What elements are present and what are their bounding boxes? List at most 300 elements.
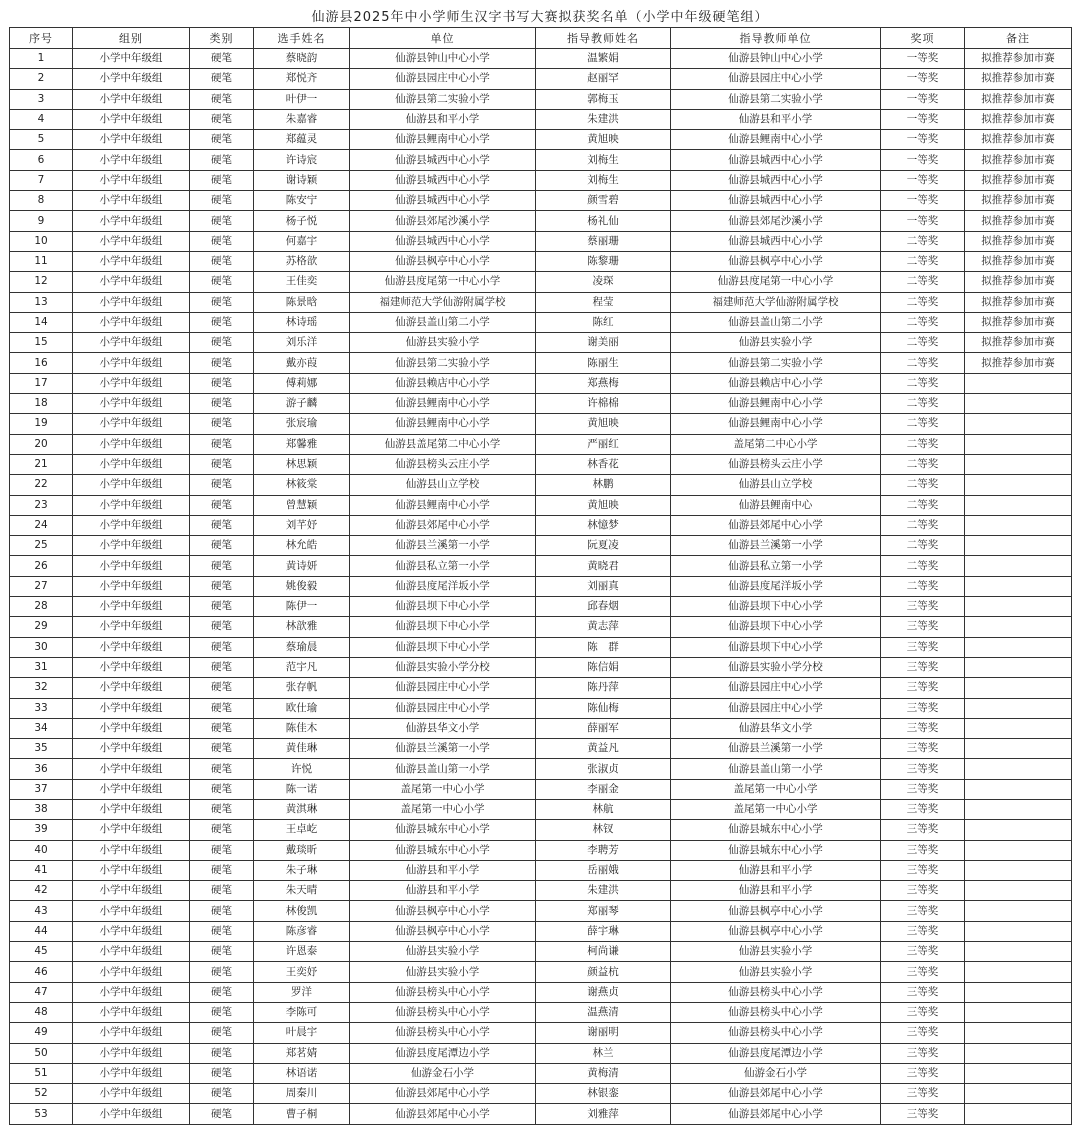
column-header-group: 组别 <box>73 28 190 49</box>
cell-index: 17 <box>10 373 73 393</box>
cell-category: 硬笔 <box>190 536 254 556</box>
cell-group: 小学中年级组 <box>73 840 190 860</box>
cell-contestant-name: 郑茗婧 <box>254 1043 350 1063</box>
cell-index: 48 <box>10 1002 73 1022</box>
cell-school: 仙游县城东中心小学 <box>350 840 536 860</box>
cell-index: 45 <box>10 942 73 962</box>
table-header <box>10 28 1072 49</box>
cell-contestant-name: 叶晨宇 <box>254 1023 350 1043</box>
page-title: 仙游县2025年中小学师生汉字书写大赛拟获奖名单（小学中年级硬笔组） <box>311 10 769 25</box>
cell-teacher-school: 仙游县兰溪第一小学 <box>671 536 881 556</box>
cell-category: 硬笔 <box>190 739 254 759</box>
cell-category: 硬笔 <box>190 597 254 617</box>
cell-group: 小学中年级组 <box>73 718 190 738</box>
cell-award: 三等奖 <box>881 759 965 779</box>
cell-index: 19 <box>10 414 73 434</box>
table-row <box>10 962 1072 982</box>
cell-contestant-name: 林诗瑶 <box>254 312 350 332</box>
cell-group: 小学中年级组 <box>73 657 190 677</box>
cell-index: 33 <box>10 698 73 718</box>
cell-teacher-school: 仙游县山立学校 <box>671 475 881 495</box>
cell-teacher-school: 仙游县兰溪第一小学 <box>671 739 881 759</box>
cell-teacher-school: 仙游县赖店中心小学 <box>671 373 881 393</box>
cell-award: 二等奖 <box>881 434 965 454</box>
cell-remark <box>965 921 1072 941</box>
cell-remark <box>965 901 1072 921</box>
cell-contestant-name: 王佳奕 <box>254 272 350 292</box>
cell-teacher-school: 盖尾第二中心小学 <box>671 434 881 454</box>
cell-contestant-name: 朱天晴 <box>254 881 350 901</box>
cell-remark <box>965 1023 1072 1043</box>
table-row <box>10 576 1072 596</box>
cell-group: 小学中年级组 <box>73 962 190 982</box>
table-row <box>10 353 1072 373</box>
cell-teacher-name: 黄晓君 <box>536 556 671 576</box>
cell-teacher-school: 仙游县盖山第一小学 <box>671 759 881 779</box>
cell-index: 4 <box>10 109 73 129</box>
table-row <box>10 89 1072 109</box>
cell-remark <box>965 536 1072 556</box>
table-row <box>10 109 1072 129</box>
cell-group: 小学中年级组 <box>73 597 190 617</box>
cell-teacher-name: 郑丽琴 <box>536 901 671 921</box>
cell-index: 15 <box>10 333 73 353</box>
cell-school: 仙游县赖店中心小学 <box>350 373 536 393</box>
cell-group: 小学中年级组 <box>73 333 190 353</box>
cell-index: 34 <box>10 718 73 738</box>
cell-school: 仙游县园庄中心小学 <box>350 698 536 718</box>
cell-school: 仙游县和平小学 <box>350 109 536 129</box>
cell-teacher-name: 刘丽真 <box>536 576 671 596</box>
cell-index: 26 <box>10 556 73 576</box>
cell-award: 三等奖 <box>881 779 965 799</box>
cell-school: 仙游县和平小学 <box>350 881 536 901</box>
cell-group: 小学中年级组 <box>73 739 190 759</box>
cell-category: 硬笔 <box>190 1002 254 1022</box>
cell-index: 11 <box>10 251 73 271</box>
cell-teacher-school: 仙游县坝下中心小学 <box>671 637 881 657</box>
cell-remark <box>965 840 1072 860</box>
cell-award: 三等奖 <box>881 1104 965 1124</box>
cell-remark: 拟推荐参加市赛 <box>965 150 1072 170</box>
cell-award: 二等奖 <box>881 312 965 332</box>
cell-contestant-name: 姚俊毅 <box>254 576 350 596</box>
column-header-category: 类别 <box>190 28 254 49</box>
cell-index: 18 <box>10 394 73 414</box>
cell-index: 37 <box>10 779 73 799</box>
cell-school: 仙游县城东中心小学 <box>350 820 536 840</box>
cell-remark <box>965 718 1072 738</box>
cell-index: 52 <box>10 1084 73 1104</box>
cell-index: 27 <box>10 576 73 596</box>
cell-teacher-school: 仙游县榜头中心小学 <box>671 1002 881 1022</box>
cell-group: 小学中年级组 <box>73 901 190 921</box>
cell-school: 仙游县郊尾中心小学 <box>350 1104 536 1124</box>
table-row <box>10 150 1072 170</box>
column-header-contestant-name: 选手姓名 <box>254 28 350 49</box>
cell-category: 硬笔 <box>190 394 254 414</box>
table-row <box>10 191 1072 211</box>
cell-contestant-name: 游子麟 <box>254 394 350 414</box>
table-row <box>10 536 1072 556</box>
cell-remark <box>965 739 1072 759</box>
cell-index: 21 <box>10 454 73 474</box>
cell-contestant-name: 陈安宁 <box>254 191 350 211</box>
cell-remark <box>965 597 1072 617</box>
cell-award: 一等奖 <box>881 170 965 190</box>
cell-teacher-school: 仙游县实验小学 <box>671 942 881 962</box>
cell-remark <box>965 678 1072 698</box>
column-header-school: 单位 <box>350 28 536 49</box>
cell-remark <box>965 454 1072 474</box>
table-row <box>10 495 1072 515</box>
cell-group: 小学中年级组 <box>73 150 190 170</box>
cell-index: 47 <box>10 982 73 1002</box>
cell-index: 3 <box>10 89 73 109</box>
cell-remark: 拟推荐参加市赛 <box>965 49 1072 69</box>
cell-contestant-name: 罗洋 <box>254 982 350 1002</box>
cell-teacher-name: 颜益杭 <box>536 962 671 982</box>
cell-group: 小学中年级组 <box>73 759 190 779</box>
cell-teacher-name: 郭梅玉 <box>536 89 671 109</box>
cell-category: 硬笔 <box>190 130 254 150</box>
cell-remark: 拟推荐参加市赛 <box>965 312 1072 332</box>
cell-index: 36 <box>10 759 73 779</box>
cell-remark: 拟推荐参加市赛 <box>965 333 1072 353</box>
cell-category: 硬笔 <box>190 1023 254 1043</box>
cell-category: 硬笔 <box>190 617 254 637</box>
cell-remark <box>965 1002 1072 1022</box>
cell-remark <box>965 881 1072 901</box>
cell-contestant-name: 苏格歆 <box>254 251 350 271</box>
cell-group: 小学中年级组 <box>73 475 190 495</box>
cell-school: 仙游县郊尾沙溪小学 <box>350 211 536 231</box>
cell-teacher-name: 柯尚谦 <box>536 942 671 962</box>
cell-category: 硬笔 <box>190 718 254 738</box>
cell-award: 二等奖 <box>881 576 965 596</box>
cell-index: 38 <box>10 799 73 819</box>
cell-teacher-name: 薛宇琳 <box>536 921 671 941</box>
cell-remark: 拟推荐参加市赛 <box>965 130 1072 150</box>
cell-category: 硬笔 <box>190 779 254 799</box>
cell-index: 13 <box>10 292 73 312</box>
cell-group: 小学中年级组 <box>73 292 190 312</box>
cell-remark: 拟推荐参加市赛 <box>965 211 1072 231</box>
cell-category: 硬笔 <box>190 881 254 901</box>
cell-award: 三等奖 <box>881 1023 965 1043</box>
table-row <box>10 901 1072 921</box>
cell-teacher-school: 仙游县鲤南中心小学 <box>671 130 881 150</box>
cell-teacher-name: 林香花 <box>536 454 671 474</box>
cell-school: 仙游县盖山第二小学 <box>350 312 536 332</box>
cell-category: 硬笔 <box>190 576 254 596</box>
cell-teacher-school: 仙游县和平小学 <box>671 881 881 901</box>
cell-teacher-name: 黄梅清 <box>536 1063 671 1083</box>
cell-award: 三等奖 <box>881 820 965 840</box>
cell-teacher-school: 仙游县和平小学 <box>671 860 881 880</box>
cell-teacher-name: 林航 <box>536 799 671 819</box>
cell-remark <box>965 698 1072 718</box>
cell-award: 二等奖 <box>881 353 965 373</box>
cell-teacher-school: 盖尾第一中心小学 <box>671 779 881 799</box>
cell-category: 硬笔 <box>190 921 254 941</box>
cell-contestant-name: 黄诗妍 <box>254 556 350 576</box>
cell-remark <box>965 799 1072 819</box>
cell-award: 一等奖 <box>881 211 965 231</box>
cell-teacher-school: 仙游县枫亭中心小学 <box>671 921 881 941</box>
cell-category: 硬笔 <box>190 109 254 129</box>
cell-award: 二等奖 <box>881 475 965 495</box>
table-row <box>10 942 1072 962</box>
cell-category: 硬笔 <box>190 759 254 779</box>
cell-teacher-name: 林鹏 <box>536 475 671 495</box>
cell-school: 仙游县盖尾第二中心小学 <box>350 434 536 454</box>
cell-teacher-school: 仙游县第二实验小学 <box>671 89 881 109</box>
cell-remark <box>965 556 1072 576</box>
cell-group: 小学中年级组 <box>73 982 190 1002</box>
cell-contestant-name: 陈一诺 <box>254 779 350 799</box>
table-row <box>10 49 1072 69</box>
cell-award: 三等奖 <box>881 942 965 962</box>
cell-group: 小学中年级组 <box>73 69 190 89</box>
cell-category: 硬笔 <box>190 515 254 535</box>
cell-school: 仙游县枫亭中心小学 <box>350 901 536 921</box>
cell-school: 仙游县榜头中心小学 <box>350 1023 536 1043</box>
cell-award: 三等奖 <box>881 1002 965 1022</box>
cell-teacher-name: 朱建洪 <box>536 881 671 901</box>
cell-group: 小学中年级组 <box>73 698 190 718</box>
table-row <box>10 779 1072 799</box>
cell-teacher-name: 谢燕贞 <box>536 982 671 1002</box>
cell-award: 三等奖 <box>881 718 965 738</box>
cell-index: 41 <box>10 860 73 880</box>
cell-teacher-name: 谢美丽 <box>536 333 671 353</box>
cell-group: 小学中年级组 <box>73 49 190 69</box>
cell-teacher-name: 刘梅生 <box>536 150 671 170</box>
cell-school: 仙游县度尾第一中心小学 <box>350 272 536 292</box>
cell-remark <box>965 576 1072 596</box>
cell-school: 盖尾第一中心小学 <box>350 799 536 819</box>
cell-group: 小学中年级组 <box>73 170 190 190</box>
cell-teacher-name: 黄旭映 <box>536 130 671 150</box>
cell-group: 小学中年级组 <box>73 515 190 535</box>
cell-award: 三等奖 <box>881 739 965 759</box>
cell-remark: 拟推荐参加市赛 <box>965 89 1072 109</box>
cell-teacher-school: 仙游县城东中心小学 <box>671 820 881 840</box>
cell-award: 三等奖 <box>881 962 965 982</box>
cell-award: 三等奖 <box>881 982 965 1002</box>
column-header-award: 奖项 <box>881 28 965 49</box>
table-row <box>10 1104 1072 1124</box>
cell-remark <box>965 434 1072 454</box>
cell-school: 仙游县私立第一小学 <box>350 556 536 576</box>
cell-group: 小学中年级组 <box>73 191 190 211</box>
cell-teacher-school: 仙游县城西中心小学 <box>671 170 881 190</box>
cell-teacher-school: 仙游县鲤南中心小学 <box>671 394 881 414</box>
cell-index: 9 <box>10 211 73 231</box>
cell-school: 仙游县实验小学分校 <box>350 657 536 677</box>
cell-award: 二等奖 <box>881 515 965 535</box>
table-row <box>10 454 1072 474</box>
cell-award: 一等奖 <box>881 150 965 170</box>
cell-category: 硬笔 <box>190 698 254 718</box>
table-row <box>10 69 1072 89</box>
cell-school: 仙游县榜头中心小学 <box>350 982 536 1002</box>
cell-teacher-name: 黄旭映 <box>536 414 671 434</box>
cell-category: 硬笔 <box>190 982 254 1002</box>
cell-category: 硬笔 <box>190 1063 254 1083</box>
cell-teacher-school: 仙游县园庄中心小学 <box>671 698 881 718</box>
cell-teacher-name: 林憶梦 <box>536 515 671 535</box>
cell-category: 硬笔 <box>190 962 254 982</box>
cell-teacher-name: 严丽红 <box>536 434 671 454</box>
cell-contestant-name: 陈佳木 <box>254 718 350 738</box>
cell-group: 小学中年级组 <box>73 576 190 596</box>
table-row <box>10 860 1072 880</box>
cell-remark: 拟推荐参加市赛 <box>965 251 1072 271</box>
cell-index: 40 <box>10 840 73 860</box>
cell-contestant-name: 王奕妤 <box>254 962 350 982</box>
cell-teacher-school: 仙游县郊尾沙溪小学 <box>671 211 881 231</box>
cell-teacher-school: 仙游县度尾洋坂小学 <box>671 576 881 596</box>
cell-school: 仙游县坝下中心小学 <box>350 617 536 637</box>
cell-group: 小学中年级组 <box>73 394 190 414</box>
cell-school: 仙游县实验小学 <box>350 942 536 962</box>
cell-teacher-name: 林钗 <box>536 820 671 840</box>
cell-remark <box>965 860 1072 880</box>
cell-contestant-name: 许悦 <box>254 759 350 779</box>
cell-school: 仙游县和平小学 <box>350 860 536 880</box>
cell-contestant-name: 叶伊一 <box>254 89 350 109</box>
cell-teacher-name: 程莹 <box>536 292 671 312</box>
cell-teacher-school: 仙游县钟山中心小学 <box>671 49 881 69</box>
cell-category: 硬笔 <box>190 69 254 89</box>
cell-remark <box>965 982 1072 1002</box>
cell-teacher-school: 仙游县鲤南中心小学 <box>671 414 881 434</box>
cell-award: 二等奖 <box>881 536 965 556</box>
cell-group: 小学中年级组 <box>73 373 190 393</box>
table-row <box>10 698 1072 718</box>
cell-remark <box>965 414 1072 434</box>
cell-school: 仙游县园庄中心小学 <box>350 678 536 698</box>
table-row <box>10 556 1072 576</box>
table-row <box>10 840 1072 860</box>
cell-index: 7 <box>10 170 73 190</box>
cell-school: 仙游县郊尾中心小学 <box>350 1084 536 1104</box>
table-row <box>10 333 1072 353</box>
cell-category: 硬笔 <box>190 170 254 190</box>
cell-remark <box>965 394 1072 414</box>
cell-group: 小学中年级组 <box>73 637 190 657</box>
cell-award: 二等奖 <box>881 414 965 434</box>
cell-category: 硬笔 <box>190 840 254 860</box>
cell-award: 一等奖 <box>881 130 965 150</box>
cell-teacher-name: 陈 群 <box>536 637 671 657</box>
cell-contestant-name: 郑蕴灵 <box>254 130 350 150</box>
cell-school: 仙游金石小学 <box>350 1063 536 1083</box>
cell-remark <box>965 637 1072 657</box>
cell-group: 小学中年级组 <box>73 1084 190 1104</box>
cell-index: 32 <box>10 678 73 698</box>
cell-group: 小学中年级组 <box>73 231 190 251</box>
cell-contestant-name: 黄淇琳 <box>254 799 350 819</box>
cell-teacher-school: 仙游县郊尾中心小学 <box>671 1104 881 1124</box>
cell-teacher-name: 黄旭映 <box>536 495 671 515</box>
cell-award: 一等奖 <box>881 69 965 89</box>
cell-teacher-name: 陈红 <box>536 312 671 332</box>
cell-group: 小学中年级组 <box>73 678 190 698</box>
cell-group: 小学中年级组 <box>73 820 190 840</box>
cell-group: 小学中年级组 <box>73 1023 190 1043</box>
cell-group: 小学中年级组 <box>73 109 190 129</box>
cell-remark: 拟推荐参加市赛 <box>965 191 1072 211</box>
cell-category: 硬笔 <box>190 353 254 373</box>
cell-group: 小学中年级组 <box>73 1063 190 1083</box>
cell-category: 硬笔 <box>190 495 254 515</box>
cell-remark <box>965 759 1072 779</box>
cell-remark: 拟推荐参加市赛 <box>965 69 1072 89</box>
cell-teacher-name: 黄益凡 <box>536 739 671 759</box>
cell-teacher-name: 邱春烟 <box>536 597 671 617</box>
cell-group: 小学中年级组 <box>73 617 190 637</box>
cell-school: 仙游县鲤南中心小学 <box>350 414 536 434</box>
table-row <box>10 434 1072 454</box>
cell-teacher-school: 仙游县实验小学分校 <box>671 657 881 677</box>
cell-teacher-school: 仙游县实验小学 <box>671 333 881 353</box>
cell-group: 小学中年级组 <box>73 536 190 556</box>
cell-school: 仙游县城西中心小学 <box>350 231 536 251</box>
cell-remark <box>965 475 1072 495</box>
cell-group: 小学中年级组 <box>73 921 190 941</box>
cell-teacher-name: 郑燕梅 <box>536 373 671 393</box>
cell-remark <box>965 1043 1072 1063</box>
cell-school: 仙游县坝下中心小学 <box>350 637 536 657</box>
cell-category: 硬笔 <box>190 373 254 393</box>
cell-teacher-name: 朱建洪 <box>536 109 671 129</box>
cell-contestant-name: 林歆雅 <box>254 617 350 637</box>
cell-contestant-name: 张存帆 <box>254 678 350 698</box>
cell-contestant-name: 蔡晓韵 <box>254 49 350 69</box>
cell-category: 硬笔 <box>190 942 254 962</box>
cell-contestant-name: 范宇凡 <box>254 657 350 677</box>
cell-index: 51 <box>10 1063 73 1083</box>
cell-teacher-name: 颜雪碧 <box>536 191 671 211</box>
cell-remark <box>965 657 1072 677</box>
cell-category: 硬笔 <box>190 49 254 69</box>
cell-school: 仙游县度尾潭边小学 <box>350 1043 536 1063</box>
cell-index: 43 <box>10 901 73 921</box>
cell-award: 三等奖 <box>881 840 965 860</box>
cell-contestant-name: 郑悦齐 <box>254 69 350 89</box>
cell-contestant-name: 黄佳琳 <box>254 739 350 759</box>
cell-group: 小学中年级组 <box>73 942 190 962</box>
cell-award: 二等奖 <box>881 272 965 292</box>
cell-contestant-name: 郑馨雅 <box>254 434 350 454</box>
cell-contestant-name: 林允皓 <box>254 536 350 556</box>
table-row <box>10 982 1072 1002</box>
cell-award: 三等奖 <box>881 597 965 617</box>
cell-teacher-name: 阮夏凌 <box>536 536 671 556</box>
cell-category: 硬笔 <box>190 454 254 474</box>
table-row <box>10 718 1072 738</box>
cell-category: 硬笔 <box>190 211 254 231</box>
cell-teacher-name: 林银銮 <box>536 1084 671 1104</box>
cell-contestant-name: 许诗宸 <box>254 150 350 170</box>
cell-school: 仙游县盖山第一小学 <box>350 759 536 779</box>
cell-award: 二等奖 <box>881 292 965 312</box>
cell-school: 仙游县度尾洋坂小学 <box>350 576 536 596</box>
cell-award: 三等奖 <box>881 1063 965 1083</box>
